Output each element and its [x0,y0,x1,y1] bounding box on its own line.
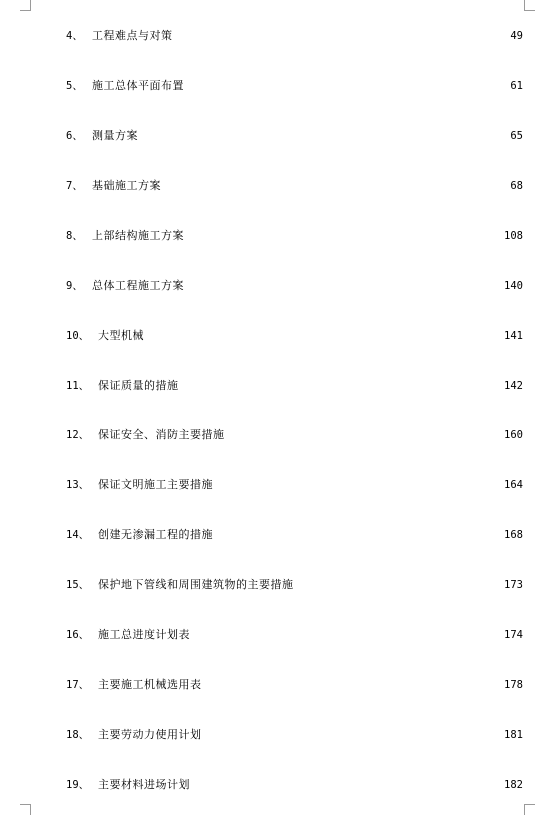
toc-entry[interactable] [66,577,523,593]
toc-dot-leader [188,278,500,294]
toc-entry-page-number: 61 [510,80,523,92]
toc-dot-leader [194,777,500,793]
toc-dot-leader [165,178,506,194]
toc-dot-leader [217,477,500,493]
toc-entry-number: 14、 [66,529,90,541]
toc-entry[interactable] [66,28,523,44]
toc-dot-leader [183,378,501,394]
toc-entry-title: 主要材料进场计划 [98,778,190,791]
toc-entry[interactable] [66,178,523,194]
toc-dot-leader [148,328,500,344]
toc-entry-number: 6、 [66,130,83,142]
toc-entry[interactable] [66,328,523,344]
crop-mark-top-left [20,0,31,11]
crop-mark-top-right [524,0,535,11]
toc-entry[interactable] [66,727,523,743]
toc-entry-title: 主要劳动力使用计划 [98,728,202,741]
toc-entry-title: 保证安全、消防主要措施 [98,428,225,441]
toc-entry-number: 7、 [66,180,83,192]
toc-entry-page-number: 164 [504,479,523,491]
toc-dot-leader [177,28,507,44]
toc-entry-page-number: 140 [504,280,523,292]
toc-dot-leader [206,677,501,693]
toc-entry-page-number: 181 [504,729,523,741]
toc-entry[interactable] [66,677,523,693]
toc-entry-page-number: 160 [504,429,523,441]
toc-entry-page-number: 49 [510,30,523,42]
toc-entry-page-number: 141 [504,330,523,342]
toc-entry-title: 施工总进度计划表 [98,628,190,641]
toc-entry-title: 保证质量的措施 [98,379,179,392]
toc-entry-number: 8、 [66,230,83,242]
toc-dot-leader [229,427,501,443]
toc-entry-number: 9、 [66,280,83,292]
crop-mark-bottom-right [524,804,535,815]
toc-entry-title: 主要施工机械选用表 [98,678,202,691]
toc-entry-number: 15、 [66,579,90,591]
toc-entry-number: 13、 [66,479,90,491]
toc-entry-page-number: 168 [504,529,523,541]
toc-entry[interactable] [66,427,523,443]
toc-entry-number: 18、 [66,729,90,741]
toc-entry[interactable] [66,777,523,793]
toc-entry-title: 工程难点与对策 [92,29,173,42]
toc-entry-page-number: 173 [504,579,523,591]
toc-entry-title: 测量方案 [92,129,138,142]
toc-entry[interactable] [66,477,523,493]
toc-entry[interactable] [66,378,523,394]
toc-entry-title: 保证文明施工主要措施 [98,478,213,491]
toc-entry-number: 16、 [66,629,90,641]
toc-entry-number: 11、 [66,380,90,392]
toc-dot-leader [194,627,500,643]
toc-dot-leader [188,228,500,244]
toc-entry-page-number: 142 [504,380,523,392]
toc-dot-leader [142,128,506,144]
toc-entry-title: 大型机械 [98,329,144,342]
toc-entry-page-number: 68 [510,180,523,192]
toc-dot-leader [298,577,501,593]
toc-entry-title: 总体工程施工方案 [92,279,184,292]
toc-entry-number: 17、 [66,679,90,691]
toc-entry-number: 4、 [66,30,83,42]
toc-entry-page-number: 178 [504,679,523,691]
toc-entry[interactable] [66,228,523,244]
toc-entry-page-number: 174 [504,629,523,641]
toc-entry-number: 12、 [66,429,90,441]
toc-entry-number: 5、 [66,80,83,92]
toc-entry-title: 上部结构施工方案 [92,229,184,242]
toc-entry[interactable] [66,278,523,294]
crop-mark-bottom-left [20,804,31,815]
toc-entry-title: 基础施工方案 [92,179,161,192]
toc-entry[interactable] [66,128,523,144]
toc-entry-page-number: 65 [510,130,523,142]
toc-dot-leader [206,727,501,743]
toc-entry-title: 创建无渗漏工程的措施 [98,528,213,541]
toc-dot-leader [217,527,500,543]
toc-entry-title: 施工总体平面布置 [92,79,184,92]
toc-entry-number: 19、 [66,779,90,791]
toc-entry-number: 10、 [66,330,90,342]
toc-entry[interactable] [66,527,523,543]
toc-entry-page-number: 108 [504,230,523,242]
toc-entry[interactable] [66,627,523,643]
toc-dot-leader [188,78,506,94]
toc-entry[interactable] [66,78,523,94]
toc-entry-page-number: 182 [504,779,523,791]
toc-entry-title: 保护地下管线和周围建筑物的主要措施 [98,578,294,591]
